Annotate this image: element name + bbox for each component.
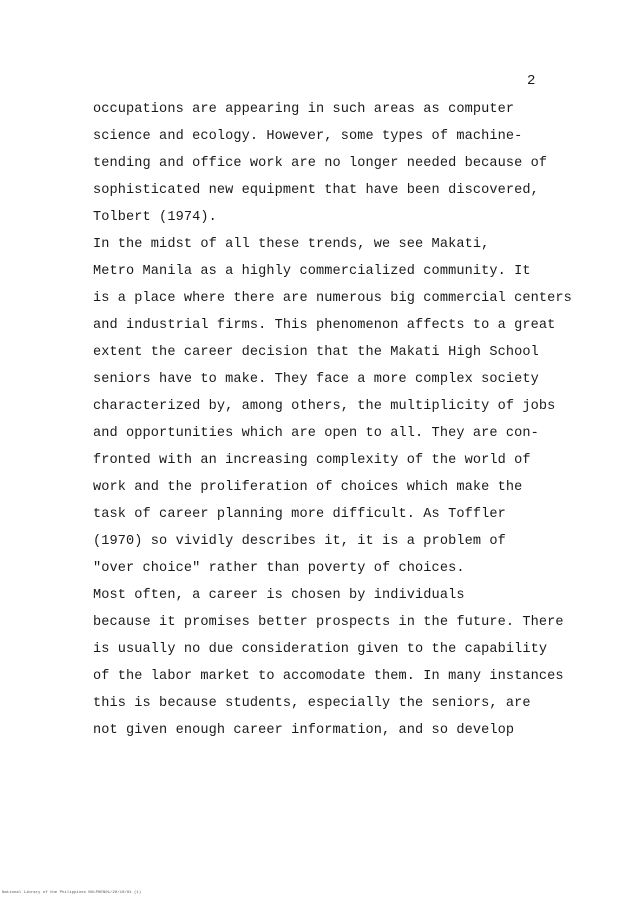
text-line: because it promises better prospects in the future. There [93, 615, 564, 630]
text-line: work and the proliferation of choices which make the [93, 480, 523, 495]
text-line: is usually no due consideration given to the capability [93, 642, 548, 657]
text-line: fronted with an increasing complexity of the world of [93, 453, 531, 468]
text-line: and opportunities which are open to all. They are con- [93, 426, 539, 441]
text-line: "over choice" rather than poverty of choices. [93, 561, 465, 576]
text-line: sophisticated new equipment that have been discovered, [93, 183, 539, 198]
text-line: science and ecology. However, some types of machine- [93, 129, 523, 144]
footer-watermark: National Library of the Philippines BULPHEN01/20/10/01 (1) [2, 891, 142, 895]
text-line: this is because students, especially the seniors, are [93, 696, 531, 711]
page-number: 2 [527, 73, 536, 89]
text-line: In the midst of all these trends, we see Makati, [93, 237, 490, 252]
text-line: Metro Manila as a highly commercialized community. It [93, 264, 531, 279]
text-line: is a place where there are numerous big commercial centers [93, 291, 572, 306]
text-line: occupations are appearing in such areas as computer [93, 102, 515, 117]
text-line: Most often, a career is chosen by individuals [93, 588, 465, 603]
text-line: characterized by, among others, the multiplicity of jobs [93, 399, 556, 414]
text-line: not given enough career information, and so develop [93, 723, 515, 738]
text-line: tending and office work are no longer needed because of [93, 156, 548, 171]
text-line: extent the career decision that the Makati High School [93, 345, 539, 360]
body-text [93, 96, 593, 744]
text-line: (1970) so vividly describes it, it is a problem of [93, 534, 506, 549]
text-line: seniors have to make. They face a more complex society [93, 372, 539, 387]
text-line: task of career planning more difficult. As Toffler [93, 507, 506, 522]
text-line: of the labor market to accomodate them. In many instances [93, 669, 564, 684]
text-line: Tolbert (1974). [93, 210, 217, 225]
text-line: and industrial firms. This phenomenon affects to a great [93, 318, 556, 333]
